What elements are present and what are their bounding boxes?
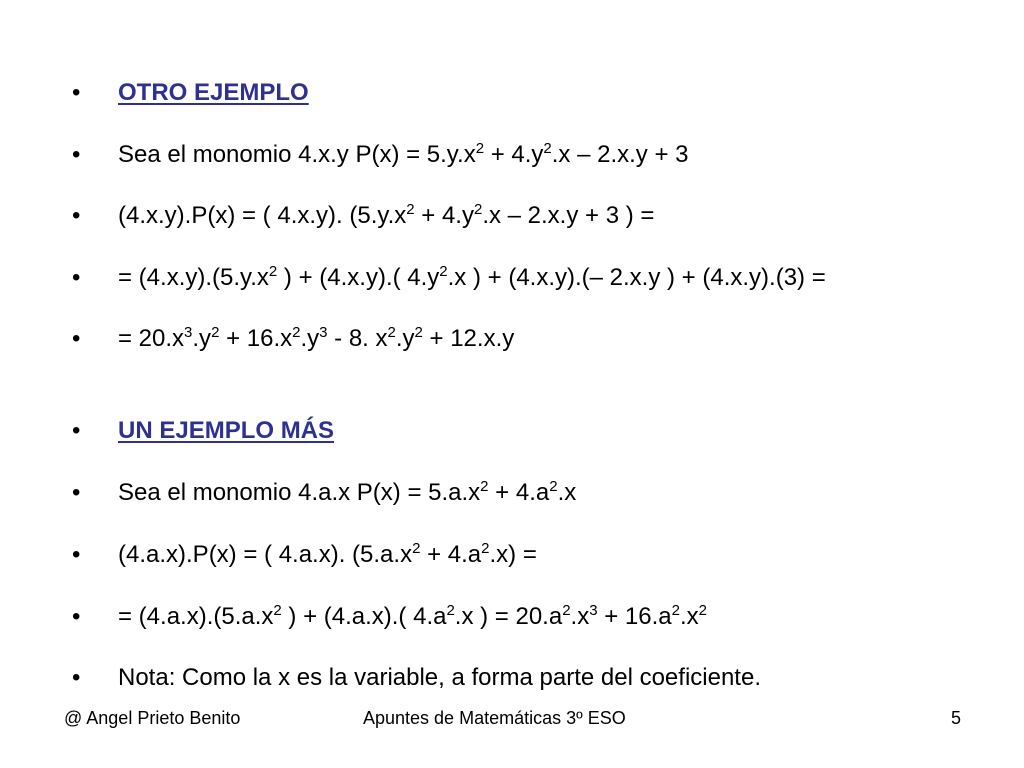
expression-text	[118, 135, 689, 175]
bullet-dot-icon: •	[72, 264, 81, 291]
bullet-dot-icon: •	[72, 325, 81, 352]
expression-segment: Sea el monomio 4.x.y P(x) = 5.y.x	[118, 141, 476, 168]
expression-segment: .x – 2.x.y + 3	[551, 141, 689, 168]
expression-text	[118, 258, 826, 298]
expression-segment: Sea el monomio 4.a.x P(x) = 5.a.x	[118, 479, 481, 506]
expression-segment: + 4.y	[484, 141, 544, 168]
expression-text	[118, 597, 707, 637]
exponent: 2	[414, 324, 423, 341]
expression-segment: = (4.a.x).(5.a.x	[118, 603, 274, 630]
bullet-dot-icon: •	[72, 603, 81, 630]
expression-segment: .y	[300, 325, 320, 352]
exponent: 2	[446, 602, 455, 619]
expression-segment: .x	[570, 603, 590, 630]
expression-text	[118, 196, 654, 236]
expression-segment: (4.x.y).P(x) = ( 4.x.y). (5.y.x	[118, 202, 407, 229]
exponent: 2	[439, 263, 448, 280]
exponent: 2	[549, 478, 558, 495]
expression-segment: .y	[395, 325, 415, 352]
expression-segment: ) + (4.x.y).( 4.y	[277, 264, 440, 291]
expression-segment: .x	[679, 603, 699, 630]
exponent: 2	[698, 602, 707, 619]
exponent: 2	[473, 201, 483, 218]
expression-segment: - 8. x	[327, 325, 388, 352]
exponent: 3	[319, 324, 328, 341]
exponent: 2	[671, 602, 680, 619]
exponent: 2	[412, 540, 421, 557]
bullet-dot-icon: •	[72, 79, 81, 106]
expression-text	[118, 658, 761, 698]
exponent: 2	[273, 602, 282, 619]
expression-segment: ) + (4.a.x).( 4.a	[281, 603, 447, 630]
expression-text	[118, 319, 514, 359]
expression-segment: + 4.a	[420, 541, 482, 568]
bullet-dot-icon: •	[72, 417, 81, 444]
bullet-dot-icon: •	[72, 664, 81, 691]
expression-segment: .x) =	[489, 541, 537, 568]
footer-page-number: 5	[951, 708, 962, 728]
expression-segment: = (4.x.y).(5.y.x	[118, 264, 269, 291]
bullet-dot-icon: •	[72, 202, 81, 229]
expression-segment: .y	[192, 325, 212, 352]
exponent: 2	[406, 201, 415, 218]
expression-segment: + 4.y	[414, 202, 474, 229]
exponent: 3	[184, 324, 193, 341]
exponent: 2	[543, 140, 552, 157]
exponent: 2	[211, 324, 220, 341]
exponent: 2	[292, 324, 301, 341]
heading-otro-ejemplo: OTRO EJEMPLO	[118, 79, 309, 106]
expression-segment: + 16.x	[219, 325, 293, 352]
expression-segment: + 12.x.y	[422, 325, 515, 352]
exponent: 2	[268, 263, 278, 280]
expression-segment: .x	[557, 479, 577, 506]
expression-text	[118, 473, 576, 513]
expression-segment: + 16.a	[597, 603, 672, 630]
exponent: 2	[481, 540, 490, 557]
expression-segment: Nota: Como la x es la variable, a forma parte del coeficiente.	[118, 664, 761, 691]
expression-segment: + 4.a	[488, 479, 550, 506]
expression-text	[118, 535, 537, 575]
footer-course: Apuntes de Matemáticas 3º ESO	[363, 708, 626, 728]
bullet-dot-icon: •	[72, 479, 81, 506]
exponent: 2	[475, 140, 485, 157]
footer-author: @ Angel Prieto Benito	[64, 708, 241, 728]
exponent: 2	[480, 478, 489, 495]
exponent: 2	[387, 324, 396, 341]
expression-segment: .x ) = 20.a	[454, 603, 563, 630]
heading-un-ejemplo-mas: UN EJEMPLO MÁS	[118, 417, 335, 444]
expression-segment: .x – 2.x.y + 3 ) =	[482, 202, 655, 229]
expression-segment: (4.a.x).P(x) = ( 4.a.x). (5.a.x	[118, 541, 413, 568]
bullet-dot-icon: •	[72, 141, 81, 168]
exponent: 2	[562, 602, 571, 619]
exponent: 3	[589, 602, 598, 619]
bullet-dot-icon: •	[72, 541, 81, 568]
expression-segment: .x ) + (4.x.y).(– 2.x.y ) + (4.x.y).(3) =	[447, 264, 826, 291]
expression-segment: = 20.x	[118, 325, 185, 352]
